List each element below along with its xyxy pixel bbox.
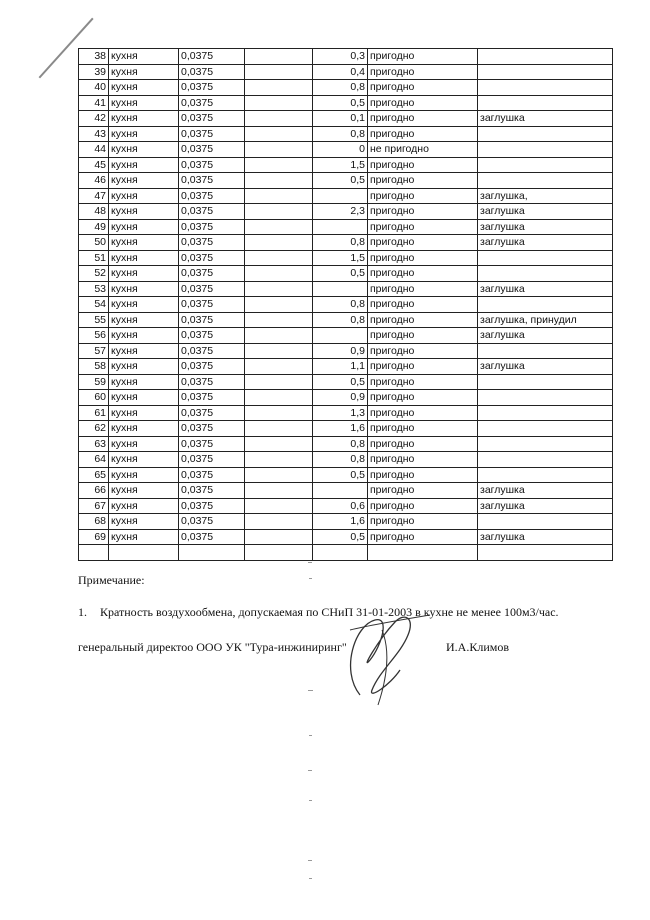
empty-cell (245, 545, 313, 561)
area-cell: 0,0375 (179, 64, 245, 80)
area-cell: 0,0375 (179, 95, 245, 111)
value-cell: 1,5 (313, 250, 368, 266)
table-row (79, 343, 613, 359)
area-cell: 0,0375 (179, 49, 245, 65)
value-cell: 0,3 (313, 49, 368, 65)
empty-cell (245, 529, 313, 545)
area-cell: 0,0375 (179, 436, 245, 452)
value-cell: 0,8 (313, 452, 368, 468)
table-row (79, 250, 613, 266)
note-cell (478, 343, 613, 359)
row-number: 53 (79, 281, 109, 297)
room-cell: кухня (109, 250, 179, 266)
status-cell: пригодно (368, 436, 478, 452)
empty-cell (245, 297, 313, 313)
row-number: 63 (79, 436, 109, 452)
note-cell (478, 266, 613, 282)
area-cell: 0,0375 (179, 483, 245, 499)
status-cell: пригодно (368, 405, 478, 421)
note-cell: заглушка (478, 204, 613, 220)
status-cell: пригодно (368, 514, 478, 530)
empty-cell (245, 312, 313, 328)
empty-cell (245, 421, 313, 437)
empty-cell (245, 467, 313, 483)
empty-cell (245, 390, 313, 406)
area-cell: 0,0375 (179, 250, 245, 266)
empty-cell (245, 157, 313, 173)
row-number: 46 (79, 173, 109, 189)
room-cell: кухня (109, 498, 179, 514)
table-row (79, 281, 613, 297)
table-row (79, 452, 613, 468)
room-cell: кухня (109, 126, 179, 142)
status-cell: пригодно (368, 157, 478, 173)
scan-specks (300, 560, 320, 890)
table-row (79, 514, 613, 530)
note-cell (478, 126, 613, 142)
note-cell: заглушка (478, 235, 613, 251)
row-number: 40 (79, 80, 109, 96)
status-cell (368, 545, 478, 561)
note-item-text: Кратность воздухообмена, допускаемая по СНиП 31-01-2003 в кухне не менее 100м3/час. (100, 605, 559, 619)
status-cell: пригодно (368, 250, 478, 266)
value-cell: 0,5 (313, 467, 368, 483)
table-row (79, 297, 613, 313)
room-cell: кухня (109, 297, 179, 313)
value-cell: 1,6 (313, 421, 368, 437)
area-cell: 0,0375 (179, 297, 245, 313)
room-cell: кухня (109, 80, 179, 96)
note-cell: заглушка (478, 328, 613, 344)
note-cell: заглушка (478, 498, 613, 514)
empty-cell (245, 281, 313, 297)
row-number: 39 (79, 64, 109, 80)
area-cell: 0,0375 (179, 359, 245, 375)
empty-cell (245, 250, 313, 266)
value-cell: 0,5 (313, 529, 368, 545)
row-number: 68 (79, 514, 109, 530)
table-row (79, 328, 613, 344)
status-cell: пригодно (368, 297, 478, 313)
area-cell: 0,0375 (179, 514, 245, 530)
note-cell: заглушка (478, 529, 613, 545)
table-row (79, 266, 613, 282)
table-row (79, 219, 613, 235)
room-cell: кухня (109, 188, 179, 204)
empty-cell (245, 483, 313, 499)
handwritten-signature (320, 600, 440, 710)
note-cell (478, 374, 613, 390)
area-cell: 0,0375 (179, 188, 245, 204)
table-row (79, 405, 613, 421)
value-cell: 0,6 (313, 498, 368, 514)
area-cell: 0,0375 (179, 204, 245, 220)
empty-cell (245, 173, 313, 189)
room-cell: кухня (109, 235, 179, 251)
status-cell: пригодно (368, 467, 478, 483)
row-number: 45 (79, 157, 109, 173)
status-cell: пригодно (368, 188, 478, 204)
status-cell: пригодно (368, 281, 478, 297)
note-cell (478, 514, 613, 530)
value-cell: 1,5 (313, 157, 368, 173)
row-number: 48 (79, 204, 109, 220)
status-cell: пригодно (368, 421, 478, 437)
empty-cell (245, 514, 313, 530)
status-cell: пригодно (368, 312, 478, 328)
room-cell: кухня (109, 483, 179, 499)
note-cell: заглушка, принудил (478, 312, 613, 328)
room-cell: кухня (109, 436, 179, 452)
room-cell: кухня (109, 452, 179, 468)
row-number: 61 (79, 405, 109, 421)
empty-cell (245, 204, 313, 220)
room-cell: кухня (109, 95, 179, 111)
area-cell: 0,0375 (179, 219, 245, 235)
area-cell: 0,0375 (179, 328, 245, 344)
note-cell (478, 95, 613, 111)
table-row (79, 312, 613, 328)
row-number: 59 (79, 374, 109, 390)
status-cell: пригодно (368, 266, 478, 282)
status-cell: пригодно (368, 483, 478, 499)
table-row (79, 80, 613, 96)
note-cell (478, 421, 613, 437)
table-row (79, 49, 613, 65)
empty-cell (245, 436, 313, 452)
area-cell: 0,0375 (179, 529, 245, 545)
row-number: 41 (79, 95, 109, 111)
room-cell: кухня (109, 173, 179, 189)
empty-cell (245, 80, 313, 96)
value-cell: 0 (313, 142, 368, 158)
value-cell: 1,6 (313, 514, 368, 530)
table-row (79, 157, 613, 173)
row-number: 57 (79, 343, 109, 359)
room-cell (109, 545, 179, 561)
table-row (79, 390, 613, 406)
note-cell (478, 436, 613, 452)
signatory-name: И.А.Климов (446, 640, 510, 654)
row-number: 51 (79, 250, 109, 266)
status-cell: пригодно (368, 95, 478, 111)
area-cell: 0,0375 (179, 126, 245, 142)
value-cell: 0,8 (313, 80, 368, 96)
row-number: 55 (79, 312, 109, 328)
note-cell (478, 545, 613, 561)
room-cell: кухня (109, 111, 179, 127)
row-number: 50 (79, 235, 109, 251)
room-cell: кухня (109, 390, 179, 406)
room-cell: кухня (109, 405, 179, 421)
empty-cell (245, 266, 313, 282)
status-cell: не пригодно (368, 142, 478, 158)
empty-cell (245, 95, 313, 111)
status-cell: пригодно (368, 219, 478, 235)
row-number: 54 (79, 297, 109, 313)
area-cell: 0,0375 (179, 111, 245, 127)
note-cell: заглушка (478, 483, 613, 499)
status-cell: пригодно (368, 343, 478, 359)
note-cell (478, 467, 613, 483)
area-cell: 0,0375 (179, 421, 245, 437)
room-cell: кухня (109, 374, 179, 390)
empty-cell (245, 188, 313, 204)
room-cell: кухня (109, 219, 179, 235)
room-cell: кухня (109, 157, 179, 173)
value-cell: 0,4 (313, 64, 368, 80)
row-number: 44 (79, 142, 109, 158)
status-cell: пригодно (368, 529, 478, 545)
area-cell: 0,0375 (179, 467, 245, 483)
note-cell: заглушка (478, 219, 613, 235)
status-cell: пригодно (368, 126, 478, 142)
area-cell: 0,0375 (179, 452, 245, 468)
value-cell (313, 219, 368, 235)
table-row (79, 64, 613, 80)
note-cell (478, 297, 613, 313)
status-cell: пригодно (368, 390, 478, 406)
table-row (79, 498, 613, 514)
value-cell (313, 188, 368, 204)
table-row (79, 111, 613, 127)
status-cell: пригодно (368, 498, 478, 514)
room-cell: кухня (109, 49, 179, 65)
table-row (79, 359, 613, 375)
value-cell: 0,5 (313, 374, 368, 390)
value-cell: 0,9 (313, 343, 368, 359)
empty-cell (245, 405, 313, 421)
row-number: 58 (79, 359, 109, 375)
table-row (79, 142, 613, 158)
room-cell: кухня (109, 64, 179, 80)
area-cell: 0,0375 (179, 312, 245, 328)
empty-cell (245, 111, 313, 127)
status-cell: пригодно (368, 49, 478, 65)
note-cell (478, 452, 613, 468)
row-number (79, 545, 109, 561)
value-cell (313, 545, 368, 561)
room-cell: кухня (109, 421, 179, 437)
area-cell: 0,0375 (179, 343, 245, 359)
note-cell (478, 405, 613, 421)
room-cell: кухня (109, 514, 179, 530)
note-cell: заглушка (478, 359, 613, 375)
empty-cell (245, 359, 313, 375)
status-cell: пригодно (368, 204, 478, 220)
status-cell: пригодно (368, 111, 478, 127)
status-cell: пригодно (368, 80, 478, 96)
note-heading: Примечание: (78, 573, 145, 587)
status-cell: пригодно (368, 374, 478, 390)
value-cell: 0,8 (313, 235, 368, 251)
note-cell (478, 157, 613, 173)
room-cell: кухня (109, 467, 179, 483)
room-cell: кухня (109, 142, 179, 158)
row-number: 43 (79, 126, 109, 142)
room-cell: кухня (109, 312, 179, 328)
table-row (79, 126, 613, 142)
signatory-position: генеральный директоо ООО УК "Тура-инжиниринг" (78, 640, 347, 654)
empty-cell (245, 142, 313, 158)
room-cell: кухня (109, 266, 179, 282)
value-cell: 0,8 (313, 297, 368, 313)
row-number: 64 (79, 452, 109, 468)
row-number: 42 (79, 111, 109, 127)
table-row (79, 421, 613, 437)
note-cell: заглушка (478, 281, 613, 297)
row-number: 69 (79, 529, 109, 545)
area-cell (179, 545, 245, 561)
room-cell: кухня (109, 204, 179, 220)
value-cell: 0,8 (313, 126, 368, 142)
area-cell: 0,0375 (179, 173, 245, 189)
status-cell: пригодно (368, 452, 478, 468)
area-cell: 0,0375 (179, 266, 245, 282)
value-cell: 0,5 (313, 95, 368, 111)
status-cell: пригодно (368, 64, 478, 80)
area-cell: 0,0375 (179, 80, 245, 96)
value-cell: 2,3 (313, 204, 368, 220)
value-cell (313, 281, 368, 297)
row-number: 56 (79, 328, 109, 344)
row-number: 62 (79, 421, 109, 437)
empty-cell (245, 219, 313, 235)
status-cell: пригодно (368, 328, 478, 344)
empty-cell (245, 328, 313, 344)
measurement-table (78, 48, 613, 561)
row-number: 66 (79, 483, 109, 499)
empty-cell (245, 452, 313, 468)
row-number: 65 (79, 467, 109, 483)
note-item-number: 1. (78, 605, 87, 619)
status-cell: пригодно (368, 359, 478, 375)
value-cell: 0,5 (313, 173, 368, 189)
value-cell: 0,8 (313, 436, 368, 452)
note-cell (478, 250, 613, 266)
note-cell (478, 390, 613, 406)
empty-cell (245, 235, 313, 251)
room-cell: кухня (109, 281, 179, 297)
area-cell: 0,0375 (179, 157, 245, 173)
note-cell: заглушка, (478, 188, 613, 204)
note-cell (478, 142, 613, 158)
empty-cell (245, 498, 313, 514)
value-cell (313, 483, 368, 499)
table-row (79, 374, 613, 390)
area-cell: 0,0375 (179, 390, 245, 406)
row-number: 60 (79, 390, 109, 406)
row-number: 49 (79, 219, 109, 235)
value-cell: 0,9 (313, 390, 368, 406)
table-row (79, 529, 613, 545)
value-cell: 0,5 (313, 266, 368, 282)
area-cell: 0,0375 (179, 374, 245, 390)
room-cell: кухня (109, 343, 179, 359)
area-cell: 0,0375 (179, 498, 245, 514)
status-cell: пригодно (368, 173, 478, 189)
table-row (79, 467, 613, 483)
note-cell (478, 80, 613, 96)
note-cell (478, 49, 613, 65)
area-cell: 0,0375 (179, 281, 245, 297)
empty-cell (245, 49, 313, 65)
table-row (79, 204, 613, 220)
table-row (79, 95, 613, 111)
row-number: 52 (79, 266, 109, 282)
room-cell: кухня (109, 359, 179, 375)
value-cell: 0,1 (313, 111, 368, 127)
empty-cell (245, 343, 313, 359)
value-cell: 0,8 (313, 312, 368, 328)
status-cell: пригодно (368, 235, 478, 251)
area-cell: 0,0375 (179, 235, 245, 251)
empty-cell (245, 126, 313, 142)
note-cell (478, 173, 613, 189)
value-cell (313, 328, 368, 344)
room-cell: кухня (109, 529, 179, 545)
table-row (79, 545, 613, 561)
table-row (79, 173, 613, 189)
value-cell: 1,3 (313, 405, 368, 421)
table-row (79, 235, 613, 251)
table-body (79, 49, 613, 561)
note-cell: заглушка (478, 111, 613, 127)
table-row (79, 483, 613, 499)
table-row (79, 188, 613, 204)
note-cell (478, 64, 613, 80)
room-cell: кухня (109, 328, 179, 344)
table-row (79, 436, 613, 452)
row-number: 47 (79, 188, 109, 204)
row-number: 38 (79, 49, 109, 65)
empty-cell (245, 64, 313, 80)
row-number: 67 (79, 498, 109, 514)
value-cell: 1,1 (313, 359, 368, 375)
area-cell: 0,0375 (179, 142, 245, 158)
area-cell: 0,0375 (179, 405, 245, 421)
empty-cell (245, 374, 313, 390)
